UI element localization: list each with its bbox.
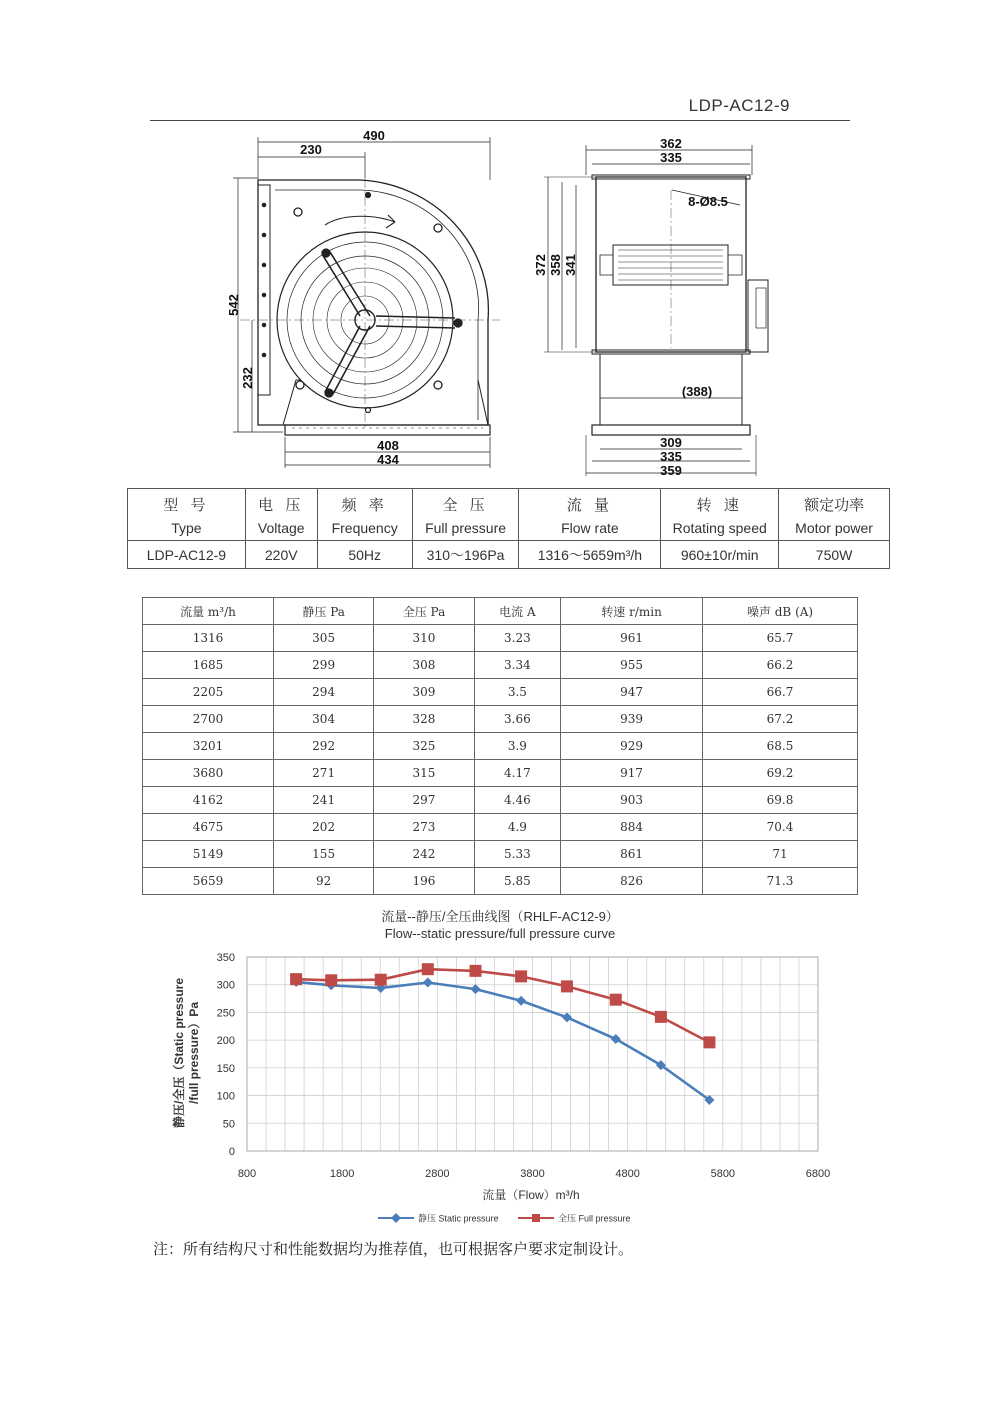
spec-table — [127, 488, 890, 569]
spec-value: 1316～5659m³/h — [519, 541, 661, 569]
performance-cell: 299 — [273, 652, 373, 679]
performance-cell: 309 — [374, 679, 474, 706]
chart-data-point — [610, 994, 622, 1006]
performance-cell: 2700 — [143, 706, 274, 733]
model-header: LDP-AC12-9 — [688, 96, 790, 115]
performance-cell: 3.5 — [474, 679, 560, 706]
performance-cell: 271 — [273, 760, 373, 787]
spec-header-en: Flow rate — [519, 515, 661, 541]
chart-data-point — [470, 984, 480, 994]
performance-header: 噪声 dB (A) — [703, 598, 858, 625]
chart-data-point — [561, 980, 573, 992]
dim-side-outer: 362 — [660, 136, 682, 151]
chart-axes — [217, 952, 831, 1180]
front-view — [233, 137, 500, 468]
performance-cell: 69.2 — [703, 760, 858, 787]
performance-cell: 3201 — [143, 733, 274, 760]
dim-front-height: 542 — [226, 294, 241, 316]
performance-cell: 71.3 — [703, 868, 858, 895]
performance-cell: 4675 — [143, 814, 274, 841]
performance-row — [143, 814, 858, 841]
performance-cell: 5.33 — [474, 841, 560, 868]
dim-front-lower: 232 — [240, 367, 255, 389]
performance-cell: 4162 — [143, 787, 274, 814]
performance-cell: 961 — [561, 625, 703, 652]
dim-side-base2: 335 — [660, 449, 682, 464]
spec-header-cn: 全 压 — [412, 489, 519, 516]
performance-cell: 955 — [561, 652, 703, 679]
performance-cell: 315 — [374, 760, 474, 787]
spec-value: 220V — [245, 541, 317, 569]
performance-header-row — [143, 598, 858, 625]
chart-data-point — [375, 974, 387, 986]
dim-side-depth: (388) — [681, 384, 713, 399]
performance-cell: 939 — [561, 706, 703, 733]
chart-x-axis-label: 流量（Flow）m³/h — [482, 1188, 580, 1202]
chart-data-point — [290, 973, 302, 985]
performance-cell: 71 — [703, 841, 858, 868]
spec-value-row — [128, 541, 890, 569]
dim-front-base-inner: 408 — [377, 438, 399, 453]
dim-side-holes: 8-Ø8.5 — [688, 194, 728, 209]
performance-cell: 5659 — [143, 868, 274, 895]
spec-header-en: Motor power — [779, 515, 890, 541]
performance-cell: 884 — [561, 814, 703, 841]
chart-data-point — [611, 1034, 621, 1044]
spec-header-cn: 频 率 — [317, 489, 412, 516]
chart-legend-label: 静压 Static pressure — [418, 1213, 499, 1224]
performance-cell: 294 — [273, 679, 373, 706]
performance-cell: 5149 — [143, 841, 274, 868]
spec-header-cn-row — [128, 489, 890, 516]
chart-title: 流量--静压/全压曲线图（RHLF-AC12-9） — [381, 909, 619, 924]
performance-cell: 903 — [561, 787, 703, 814]
performance-row — [143, 760, 858, 787]
spec-header-en: Rotating speed — [661, 515, 779, 541]
performance-row — [143, 868, 858, 895]
performance-cell: 947 — [561, 679, 703, 706]
performance-cell: 241 — [273, 787, 373, 814]
performance-cell: 70.4 — [703, 814, 858, 841]
chart-legend — [378, 1213, 631, 1224]
spec-header-cn: 电 压 — [245, 489, 317, 516]
performance-row — [143, 787, 858, 814]
chart-x-tick-label: 6800 — [805, 1168, 831, 1180]
technical-drawing — [0, 125, 1000, 480]
dim-front-width: 490 — [363, 128, 385, 143]
chart-x-tick-label: 1800 — [329, 1168, 355, 1180]
chart-legend-marker — [391, 1213, 401, 1223]
dim-front-base-outer: 434 — [377, 452, 399, 467]
chart-y-tick-label: 250 — [216, 1007, 235, 1020]
performance-header: 全压 Pa — [374, 598, 474, 625]
performance-cell: 3.34 — [474, 652, 560, 679]
chart-data-point — [516, 996, 526, 1006]
performance-header: 静压 Pa — [273, 598, 373, 625]
chart-y-tick-label: 100 — [216, 1090, 235, 1103]
spec-header-cn: 型 号 — [128, 489, 246, 516]
chart-x-tick-label: 3800 — [520, 1168, 545, 1180]
spec-header-en-row — [128, 515, 890, 541]
performance-row — [143, 652, 858, 679]
performance-cell: 3680 — [143, 760, 274, 787]
chart-data-point — [422, 963, 434, 975]
performance-row — [143, 706, 858, 733]
performance-cell: 826 — [561, 868, 703, 895]
chart-data-point — [703, 1036, 715, 1048]
dim-side-base1: 309 — [660, 435, 682, 450]
performance-header: 电流 A — [474, 598, 560, 625]
chart-series-line — [296, 969, 709, 1042]
chart-y-tick-label: 0 — [228, 1146, 235, 1158]
chart-data-point — [469, 965, 481, 977]
performance-row — [143, 679, 858, 706]
chart-data-point — [423, 977, 433, 987]
chart-legend-label: 全压 Full pressure — [558, 1213, 631, 1224]
dim-side-base3: 359 — [660, 463, 682, 478]
performance-cell: 1685 — [143, 652, 274, 679]
performance-row — [143, 625, 858, 652]
pressure-curve-chart — [150, 945, 850, 1230]
performance-cell: 305 — [273, 625, 373, 652]
chart-y-axis-label: 静压/全压（Static pressure — [172, 977, 186, 1129]
spec-header-en: Voltage — [245, 515, 317, 541]
chart-data-point — [515, 970, 527, 982]
performance-cell: 66.2 — [703, 652, 858, 679]
spec-header-en: Type — [128, 515, 246, 541]
chart-y-tick-label: 150 — [216, 1062, 235, 1075]
spec-value: 310～196Pa — [412, 541, 519, 569]
performance-cell: 196 — [374, 868, 474, 895]
performance-table-body — [143, 625, 858, 895]
performance-cell: 202 — [273, 814, 373, 841]
performance-cell: 310 — [374, 625, 474, 652]
performance-cell: 66.7 — [703, 679, 858, 706]
spec-header-cn: 转 速 — [661, 489, 779, 516]
chart-y-tick-label: 200 — [216, 1035, 235, 1048]
chart-x-tick-label: 4800 — [615, 1168, 640, 1180]
performance-cell: 328 — [374, 706, 474, 733]
performance-cell: 4.9 — [474, 814, 560, 841]
performance-cell: 297 — [374, 787, 474, 814]
performance-table — [142, 597, 858, 895]
performance-cell: 308 — [374, 652, 474, 679]
chart-legend-marker — [532, 1214, 540, 1222]
performance-cell: 1316 — [143, 625, 274, 652]
performance-cell: 4.17 — [474, 760, 560, 787]
performance-header: 转速 r/min — [561, 598, 703, 625]
performance-cell: 292 — [273, 733, 373, 760]
chart-y-tick-label: 300 — [216, 979, 235, 992]
performance-cell: 65.7 — [703, 625, 858, 652]
performance-cell: 67.2 — [703, 706, 858, 733]
chart-data-point — [325, 974, 337, 986]
spec-value: 960±10r/min — [661, 541, 779, 569]
performance-cell: 3.9 — [474, 733, 560, 760]
chart-series-line — [296, 982, 709, 1100]
spec-header-cn: 额定功率 — [779, 489, 890, 516]
spec-value: 750W — [779, 541, 890, 569]
performance-cell: 929 — [561, 733, 703, 760]
performance-row — [143, 841, 858, 868]
spec-header-en: Frequency — [317, 515, 412, 541]
chart-x-tick-label: 800 — [237, 1168, 257, 1180]
chart-y-tick-label: 50 — [222, 1118, 235, 1131]
performance-cell: 3.23 — [474, 625, 560, 652]
dim-side-h3: 341 — [563, 254, 578, 276]
chart-subtitle: Flow--static pressure/full pressure curve — [384, 926, 616, 941]
dim-front-inlet-offset: 230 — [300, 142, 322, 157]
performance-cell: 917 — [561, 760, 703, 787]
chart-x-tick-label: 5800 — [710, 1168, 736, 1180]
performance-cell: 325 — [374, 733, 474, 760]
dim-side-h1: 372 — [533, 254, 548, 276]
spec-header-en: Full pressure — [412, 515, 519, 541]
dim-side-flange: 335 — [660, 150, 682, 165]
performance-header: 流量 m³/h — [143, 598, 274, 625]
spec-header-cn: 流 量 — [519, 489, 661, 516]
performance-cell: 68.5 — [703, 733, 858, 760]
performance-cell: 5.85 — [474, 868, 560, 895]
performance-cell: 69.8 — [703, 787, 858, 814]
performance-row — [143, 733, 858, 760]
performance-cell: 273 — [374, 814, 474, 841]
performance-cell: 155 — [273, 841, 373, 868]
spec-value: LDP-AC12-9 — [128, 541, 246, 569]
footnote: 注：所有结构尺寸和性能数据均为推荐值，也可根据客户要求定制设计。 — [153, 1240, 634, 1258]
chart-data-point — [655, 1011, 667, 1023]
performance-cell: 92 — [273, 868, 373, 895]
header-rule — [150, 120, 850, 121]
performance-cell: 304 — [273, 706, 373, 733]
performance-cell: 3.66 — [474, 706, 560, 733]
dim-side-h2: 358 — [548, 254, 563, 276]
side-view — [544, 145, 768, 476]
chart-y-axis-label: /full pressure）Pa — [187, 1001, 201, 1105]
performance-cell: 861 — [561, 841, 703, 868]
spec-value: 50Hz — [317, 541, 412, 569]
chart-y-tick-label: 350 — [216, 952, 235, 964]
performance-cell: 2205 — [143, 679, 274, 706]
performance-cell: 242 — [374, 841, 474, 868]
chart-x-tick-label: 2800 — [425, 1168, 450, 1180]
performance-cell: 4.46 — [474, 787, 560, 814]
